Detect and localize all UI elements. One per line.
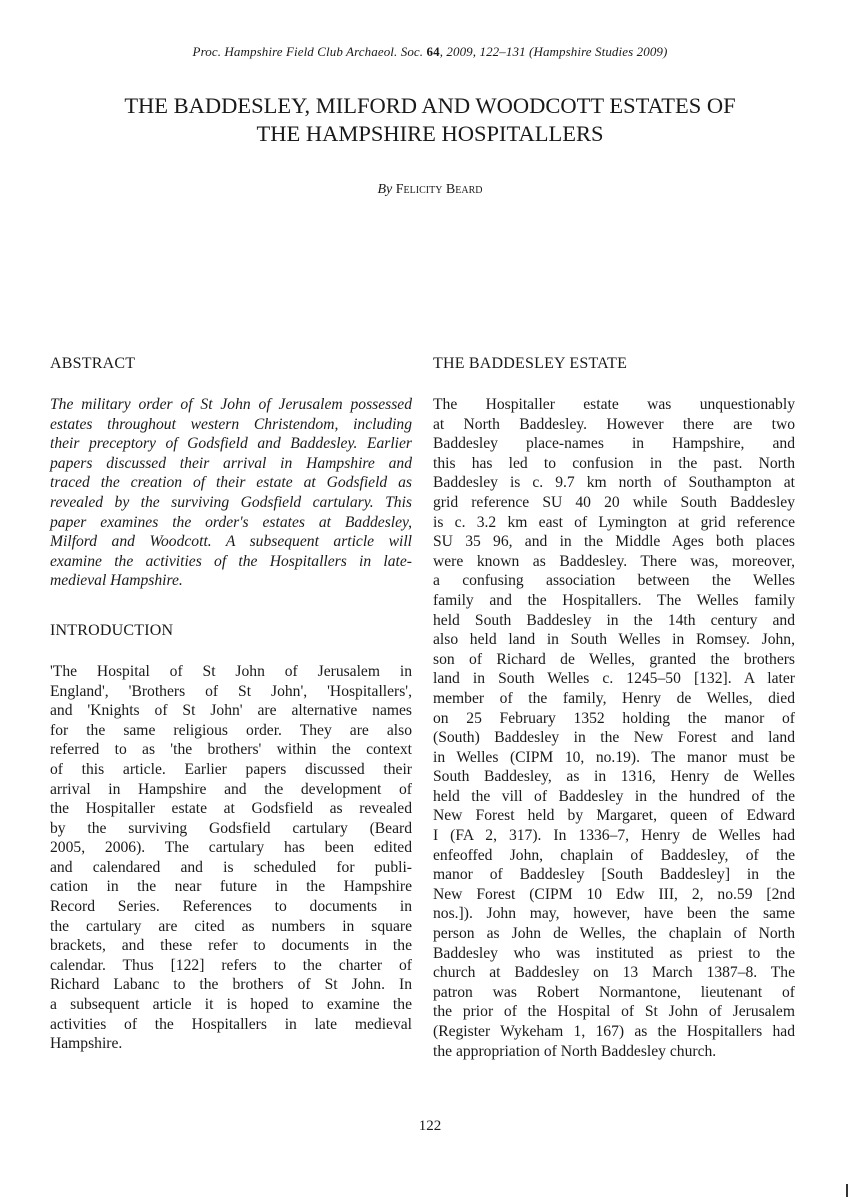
text-line: paper examines the order's estates at Baddesley, [50, 513, 412, 531]
text-line: is c. 3.2 km east of Lymington at grid reference [433, 513, 795, 531]
text-line: brackets, and these refer to documents in the [50, 937, 412, 955]
baddesley-estate-heading: THE BADDESLEY ESTATE [433, 355, 628, 372]
text-line: person as John de Welles, the chaplain of North [433, 925, 795, 943]
text-line: Baddesley is c. 9.7 km north of Southampton at [433, 474, 795, 492]
text-line: son of Richard de Welles, granted the brothers [433, 650, 795, 668]
text-line: examine the activities of the Hospitallers in late- [50, 552, 412, 570]
running-head-prefix: Proc. Hampshire Field Club Archaeol. Soc. [192, 44, 427, 59]
text-line: held the vill of Baddesley in the hundred of the [433, 787, 795, 805]
text-line: the cartulary are cited as numbers in square [50, 917, 412, 935]
text-line: grid reference SU 40 20 while South Baddesley [433, 493, 795, 511]
text-line: Baddesley place-names in Hampshire, and [433, 435, 795, 453]
text-line: (South) Baddesley in the New Forest and land [433, 729, 795, 747]
baddesley-estate-body [433, 395, 795, 1061]
text-line: and 'Knights of St John' are alternative names [50, 702, 412, 720]
text-line: this has led to confusion in the past. North [433, 454, 795, 472]
text-line: South Baddesley, as in 1316, Henry de Welles [433, 768, 795, 786]
text-line: New Forest (CIPM 10 Edw III, 2, no.59 [2nd [433, 885, 795, 903]
text-line: manor of Baddesley [South Baddesley] in the [433, 866, 795, 884]
text-line: patron was Robert Normantone, lieutenant of [433, 983, 795, 1001]
text-line: papers discussed their arrival in Hampshire and [50, 454, 412, 472]
abstract-heading: ABSTRACT [50, 355, 136, 372]
text-line: traced the creation of their estate at Godsfield as [50, 474, 412, 492]
text-line: a subsequent article it is hoped to examine the [50, 996, 412, 1014]
text-line: Baddesley who was instituted as priest to the [433, 944, 795, 962]
text-line: at North Baddesley. However there are two [433, 415, 795, 433]
text-line: the appropriation of North Baddesley church. [433, 1042, 717, 1060]
text-line: nos.]). John may, however, have been the same [433, 905, 795, 923]
left-column [50, 354, 412, 1054]
introduction-body [50, 662, 412, 1054]
right-column [433, 354, 795, 1061]
text-line: estates throughout western Christendom, including [50, 415, 412, 433]
text-line: England', 'Brothers of St John', 'Hospitallers', [50, 682, 412, 700]
text-line: The Hospitaller estate was unquestionably [433, 396, 795, 413]
text-line: Milford and Woodcott. A subsequent article will [50, 533, 412, 551]
text-line: were known as Baddesley. There was, moreover, [433, 552, 795, 570]
text-line: for the same religious order. They are also [50, 721, 412, 739]
text-line: New Forest held by Margaret, queen of Edward [433, 807, 795, 825]
page-edge-mark [846, 1184, 848, 1197]
text-line: by the surviving Godsfield cartulary (Beard [50, 819, 412, 837]
text-line: Richard Labanc to the brothers of St John. In [50, 976, 412, 994]
text-line: their preceptory of Godsfield and Baddesley. Earlier [50, 435, 412, 453]
text-line: enfeoffed John, chaplain of Baddesley, of the [433, 846, 795, 864]
text-line: in Welles (CIPM 10, no.19). The manor must be [433, 748, 795, 766]
page-number: 122 [418, 1118, 442, 1134]
text-line: cation in the near future in the Hampshire [50, 878, 412, 896]
text-line: (Register Wykeham 1, 167) as the Hospitallers had [433, 1023, 795, 1040]
byline-prefix: By [377, 182, 396, 197]
text-line: church at Baddesley on 13 March 1387–8. The [433, 964, 795, 982]
text-line: family and the Hospitallers. The Welles family [433, 591, 795, 609]
title-line-1: THE BADDESLEY, MILFORD AND WOODCOTT ESTATES OF [124, 93, 736, 118]
text-line: also held land in South Welles in Romsey. John, [433, 631, 795, 649]
abstract-body [50, 395, 412, 591]
text-line: SU 35 96, and in the Middle Ages both places [433, 533, 795, 551]
text-line: on 25 February 1352 holding the manor of [433, 709, 795, 727]
text-line: revealed by the surviving Godsfield cartulary. This [50, 493, 412, 511]
article-title [40, 92, 820, 148]
running-head-suffix: , 2009, 122–131 (Hampshire Studies 2009) [439, 44, 668, 59]
running-head [0, 44, 860, 60]
text-line: the Hospitaller estate at Godsfield as revealed [50, 800, 412, 818]
text-line: and calendared and is scheduled for publi- [50, 858, 412, 876]
text-line: of this article. Earlier papers discussed their [50, 760, 412, 778]
text-line: Record Series. References to documents in [50, 898, 412, 916]
text-line: activities of the Hospitallers in late medieval [50, 1015, 412, 1033]
text-line: medieval Hampshire. [50, 572, 183, 590]
author-name: Felicity Beard [395, 182, 483, 197]
text-line: Hampshire. [50, 1035, 123, 1053]
text-line: I (FA 2, 317). In 1336–7, Henry de Welles had [433, 827, 795, 845]
byline [0, 182, 860, 198]
text-line: 2005, 2006). The cartulary has been edited [50, 839, 412, 857]
text-line: land in South Welles c. 1245–50 [132]. A later [433, 670, 795, 688]
introduction-heading: INTRODUCTION [50, 621, 174, 639]
text-line: the prior of the Hospital of St John of Jerusalem [433, 1003, 795, 1021]
text-line: 'The Hospital of St John of Jerusalem in [50, 662, 412, 680]
text-line: member of the family, Henry de Welles, died [433, 689, 795, 707]
title-line-2: THE HAMPSHIRE HOSPITALLERS [256, 121, 604, 146]
text-line: calendar. Thus [122] refers to the charter of [50, 956, 412, 974]
volume-number: 64 [426, 44, 440, 59]
text-line: referred to as 'the brothers' within the context [50, 741, 412, 759]
text-line: a confusing association between the Welles [433, 572, 795, 590]
text-line: arrival in Hampshire and the development of [50, 780, 412, 798]
text-line: The military order of St John of Jerusalem possessed [50, 396, 412, 413]
text-line: held South Baddesley in the 14th century and [433, 611, 795, 629]
